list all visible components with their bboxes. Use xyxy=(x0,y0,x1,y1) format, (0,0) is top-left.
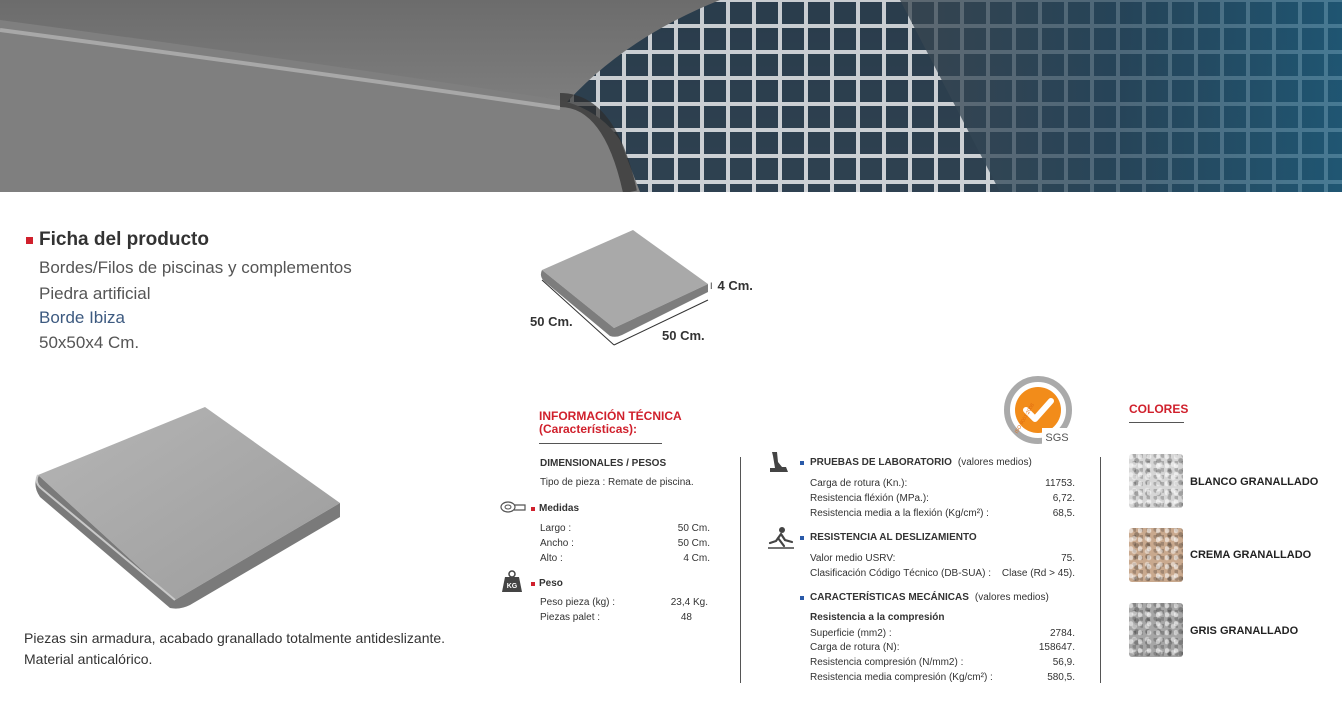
product-category: Bordes/Filos de piscinas y complementos xyxy=(39,258,352,277)
color-swatch-blanco[interactable] xyxy=(1129,454,1183,508)
lab-test-icon xyxy=(768,450,790,479)
slip-row xyxy=(810,552,1075,565)
measure-value: 4 Cm. xyxy=(683,553,710,564)
color-swatch-crema[interactable] xyxy=(1129,528,1183,582)
thickness-marker-icon: I xyxy=(710,280,713,291)
mechanical-label: Resistencia media compresión (Kg/cm²) : xyxy=(810,672,993,683)
sgs-logo-text: SGS xyxy=(1045,432,1069,444)
product-heading xyxy=(26,229,209,251)
lab-row xyxy=(810,477,1075,490)
weight-icon-text: KG xyxy=(506,583,518,590)
width-right-label: 50 Cm. xyxy=(662,328,705,343)
measure-row xyxy=(540,522,710,535)
product-name: Borde Ibiza xyxy=(39,308,125,327)
lab-value: 68,5. xyxy=(1052,508,1075,519)
lab-heading-text: PRUEBAS DE LABORATORIO xyxy=(810,457,952,468)
bullet-square-icon xyxy=(531,582,535,586)
measures-heading-text: Medidas xyxy=(539,503,580,514)
slip-row xyxy=(810,567,1075,580)
mechanical-heading-text: CARACTERÍSTICAS MECÁNICAS xyxy=(810,592,969,603)
thickness-value: 4 Cm. xyxy=(717,278,753,293)
hero-banner-image xyxy=(0,0,1342,192)
measure-label: Largo : xyxy=(540,523,572,534)
tech-info-title xyxy=(539,410,682,436)
column-divider xyxy=(740,457,741,683)
slip-label: Clasificación Código Técnico (DB-SUA) : xyxy=(810,568,991,579)
bullet-square-icon xyxy=(26,237,33,244)
iso-ring-text: ISO 9001:2008 xyxy=(1013,402,1036,435)
weight-value: 48 xyxy=(680,612,692,623)
weight-row xyxy=(540,596,708,609)
column-divider xyxy=(1100,457,1101,683)
product-heading-text: Ficha del producto xyxy=(39,229,209,250)
measure-row xyxy=(540,537,710,550)
slip-heading xyxy=(800,532,977,543)
lab-value: 6,72. xyxy=(1052,493,1075,504)
sgs-certification-logo xyxy=(1004,376,1076,451)
weight-icon xyxy=(502,570,522,597)
product-description xyxy=(24,628,484,670)
product-material: Piedra artificial xyxy=(39,284,151,303)
compression-subheading: Resistencia a la compresión xyxy=(810,612,945,623)
color-name-crema: CREMA GRANALLADO xyxy=(1190,549,1312,561)
colors-heading-underline xyxy=(1129,422,1184,423)
measure-value: 50 Cm. xyxy=(677,523,710,534)
product-photo xyxy=(30,405,345,615)
mechanical-label: Carga de rotura (N): xyxy=(810,642,900,653)
mechanical-label: Superficie (mm2) : xyxy=(810,628,892,639)
bullet-square-icon xyxy=(800,536,804,540)
mechanical-value: 158647. xyxy=(1038,642,1075,653)
slip-value: 75. xyxy=(1061,553,1075,564)
lab-heading-sub: (valores medios) xyxy=(957,457,1032,468)
bullet-square-icon xyxy=(800,461,804,465)
measure-label: Alto : xyxy=(540,553,563,564)
mechanical-label: Resistencia compresión (N/mm2) : xyxy=(810,657,964,668)
weight-label: Peso pieza (kg) : xyxy=(540,597,616,608)
slip-icon xyxy=(768,526,794,555)
mechanical-row xyxy=(810,627,1075,640)
slip-heading-text: RESISTENCIA AL DESLIZAMIENTO xyxy=(810,532,977,543)
tech-info-title-line1: INFORMACIÓN TÉCNICA xyxy=(539,409,682,423)
measures-heading xyxy=(531,503,579,514)
lab-row xyxy=(810,492,1075,505)
color-swatch-gris[interactable] xyxy=(1129,603,1183,657)
measure-row xyxy=(540,552,710,565)
width-left-label: 50 Cm. xyxy=(530,314,573,329)
slip-value: Clase (Rd > 45). xyxy=(1001,568,1075,579)
tech-title-underline xyxy=(539,443,662,444)
weight-label: Piezas palet : xyxy=(540,612,601,623)
color-name-blanco: BLANCO GRANALLADO xyxy=(1190,476,1319,488)
lab-row xyxy=(810,507,1075,520)
thickness-label xyxy=(710,278,753,293)
weight-row xyxy=(540,611,692,624)
mechanical-row xyxy=(810,641,1075,654)
color-name-gris: GRIS GRANALLADO xyxy=(1190,625,1299,637)
mechanical-row xyxy=(810,656,1075,669)
tech-info-title-line2: (Características): xyxy=(539,422,638,436)
description-line-1: Piezas sin armadura, acabado granallado totalmente antideslizante. xyxy=(24,630,446,646)
measure-value: 50 Cm. xyxy=(677,538,710,549)
dimensional-heading: DIMENSIONALES / PESOS xyxy=(540,458,667,469)
product-size: 50x50x4 Cm. xyxy=(39,333,140,352)
mechanical-value: 580,5. xyxy=(1047,672,1075,683)
mechanical-value: 2784. xyxy=(1049,628,1075,639)
tape-measure-icon xyxy=(500,500,526,519)
lab-label: Resistencia media a la flexión (Kg/cm²) : xyxy=(810,508,989,519)
weight-value: 23,4 Kg. xyxy=(670,597,708,608)
lab-value: 11753. xyxy=(1045,478,1075,489)
lab-label: Resistencia fléxión (MPa.): xyxy=(810,493,929,504)
colors-heading: COLORES xyxy=(1129,402,1189,416)
lab-label: Carga de rotura (Kn.): xyxy=(810,478,908,489)
mechanical-row xyxy=(810,671,1075,684)
weight-heading xyxy=(531,578,563,589)
mechanical-value: 56,9. xyxy=(1052,657,1075,668)
mechanical-heading xyxy=(800,592,1049,603)
mechanical-heading-sub: (valores medios) xyxy=(974,592,1049,603)
measure-label: Ancho : xyxy=(540,538,574,549)
piece-type: Tipo de pieza : Remate de piscina. xyxy=(540,477,694,488)
weight-heading-text: Peso xyxy=(539,578,563,589)
slip-label: Valor medio USRV: xyxy=(810,553,896,564)
lab-heading xyxy=(800,457,1032,468)
bullet-square-icon xyxy=(800,596,804,600)
bullet-square-icon xyxy=(531,507,535,511)
description-line-2: Material anticalórico. xyxy=(24,651,153,667)
